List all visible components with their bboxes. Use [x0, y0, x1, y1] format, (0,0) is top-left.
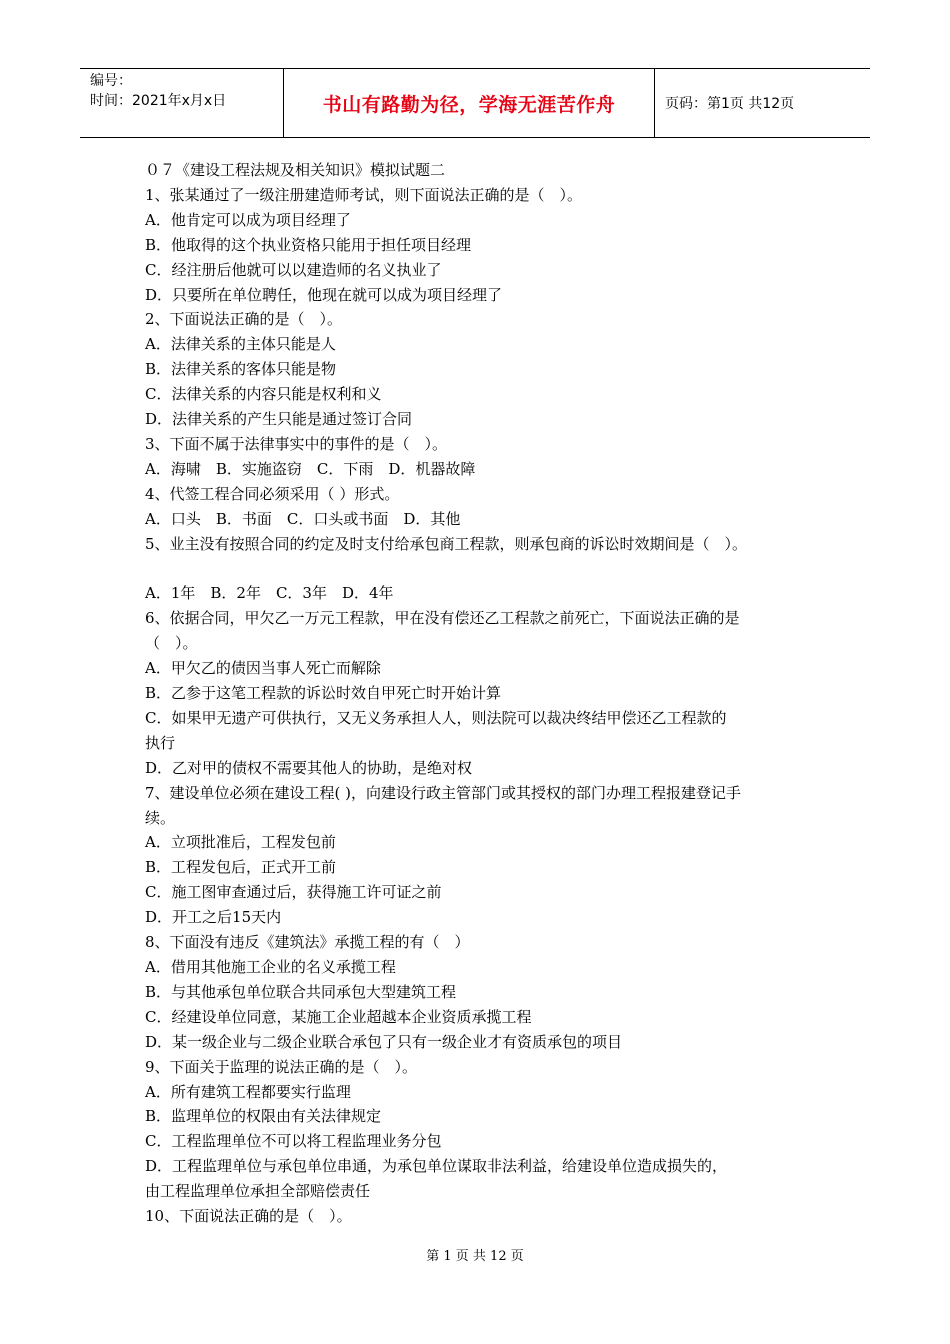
- text-line: 8、下面没有违反《建筑法》承揽工程的有（ ）: [145, 933, 470, 952]
- text-line: 4、代签工程合同必须采用（ ）形式。: [145, 484, 400, 503]
- text-line: 由工程监理单位承担全部赔偿责任: [145, 1182, 371, 1201]
- text-line: D．只要所在单位聘任，他现在就可以成为项目经理了: [145, 285, 503, 304]
- text-line: C．如果甲无遗产可供执行，又无义务承担人人，则法院可以裁决终结甲偿还乙工程款的: [145, 708, 727, 727]
- text-line: 续。: [145, 808, 176, 827]
- document-title: ０７《建设工程法规及相关知识》模拟试题二: [145, 161, 446, 179]
- text-line: D．乙对甲的债权不需要其他人的协助，是绝对权: [145, 758, 473, 777]
- text-line: B．乙参于这笔工程款的诉讼时效自甲死亡时开始计算: [145, 684, 502, 703]
- text-line: 7、建设单位必须在建设工程( )，向建设行政主管部门或其授权的部门办理工程报建登记手: [145, 783, 742, 802]
- number-label: 编号：: [90, 73, 132, 89]
- text-line: C．经建设单位同意，某施工企业超越本企业资质承揽工程: [145, 1007, 532, 1026]
- date-label: 时间：2021年x月x日: [90, 93, 227, 109]
- text-line: C．工程监理单位不可以将工程监理业务分包: [145, 1132, 442, 1151]
- header-motto-cell: [283, 69, 655, 137]
- text-line: A．甲欠乙的债因当事人死亡而解除: [145, 659, 381, 678]
- text-line: D．工程监理单位与承包单位串通，为承包单位谋取非法利益，给建设单位造成损失的，: [145, 1157, 728, 1176]
- text-line: [145, 557, 825, 582]
- text-line: A．1年 B．2年 C．3年 D．4年: [145, 584, 394, 603]
- text-line: A．口头 B．书面 C．口头或书面 D．其他: [145, 509, 461, 528]
- text-line: A．海啸 B．实施盗窃 C．下雨 D．机器故障: [145, 459, 476, 478]
- text-line: C．法律关系的内容只能是权利和义: [145, 385, 382, 404]
- text-line: C．施工图审查通过后，获得施工许可证之前: [145, 883, 442, 902]
- text-line: C．经注册后他就可以以建造师的名义执业了: [145, 260, 442, 279]
- header-page-info-cell: [655, 69, 870, 137]
- text-line: 1、张某通过了一级注册建造师考试，则下面说法正确的是（ ）。: [145, 185, 583, 204]
- text-line: A．借用其他施工企业的名义承揽工程: [145, 957, 396, 976]
- header-meta: [80, 69, 283, 137]
- text-line: A．法律关系的主体只能是人: [145, 335, 336, 354]
- page-header: [80, 68, 870, 138]
- motto: 书山有路勤为径，学海无涯苦作舟: [322, 93, 616, 116]
- text-line: B．工程发包后，正式开工前: [145, 858, 337, 877]
- page-info: 页码：第1页 共12页: [665, 96, 795, 112]
- text-line: B．法律关系的客体只能是物: [145, 360, 337, 379]
- text-line: 执行: [145, 733, 176, 752]
- text-line: 2、下面说法正确的是（ ）。: [145, 310, 343, 329]
- text-line: 3、下面不属于法律事实中的事件的是（ ）。: [145, 434, 448, 453]
- text-line: 9、下面关于监理的说法正确的是（ ）。: [145, 1057, 418, 1076]
- text-line: （ ）。: [145, 634, 198, 653]
- text-line: B．他取得的这个执业资格只能用于担任项目经理: [145, 235, 472, 254]
- text-line: A．他肯定可以成为项目经理了: [145, 210, 351, 229]
- text-line: A．所有建筑工程都要实行监理: [145, 1082, 351, 1101]
- text-line: B．监理单位的权限由有关法律规定: [145, 1107, 382, 1126]
- text-line: D．开工之后15天内: [145, 908, 282, 927]
- text-line: 10、下面说法正确的是（ ）。: [145, 1207, 352, 1226]
- text-line: 5、业主没有按照合同的约定及时支付给承包商工程款，则承包商的诉讼时效期间是（ ）。: [145, 534, 748, 553]
- text-line: 6、依据合同，甲欠乙一万元工程款，甲在没有偿还乙工程款之前死亡，下面说法正确的是: [145, 609, 740, 628]
- text-line: A．立项批准后，工程发包前: [145, 833, 336, 852]
- page-footer: 第 1 页 共 12 页: [426, 1249, 524, 1264]
- document-body: [145, 158, 825, 1229]
- text-line: D．法律关系的产生只能是通过签订合同: [145, 410, 413, 429]
- text-line: D．某一级企业与二级企业联合承包了只有一级企业才有资质承包的项目: [145, 1032, 623, 1051]
- text-line: B．与其他承包单位联合共同承包大型建筑工程: [145, 982, 457, 1001]
